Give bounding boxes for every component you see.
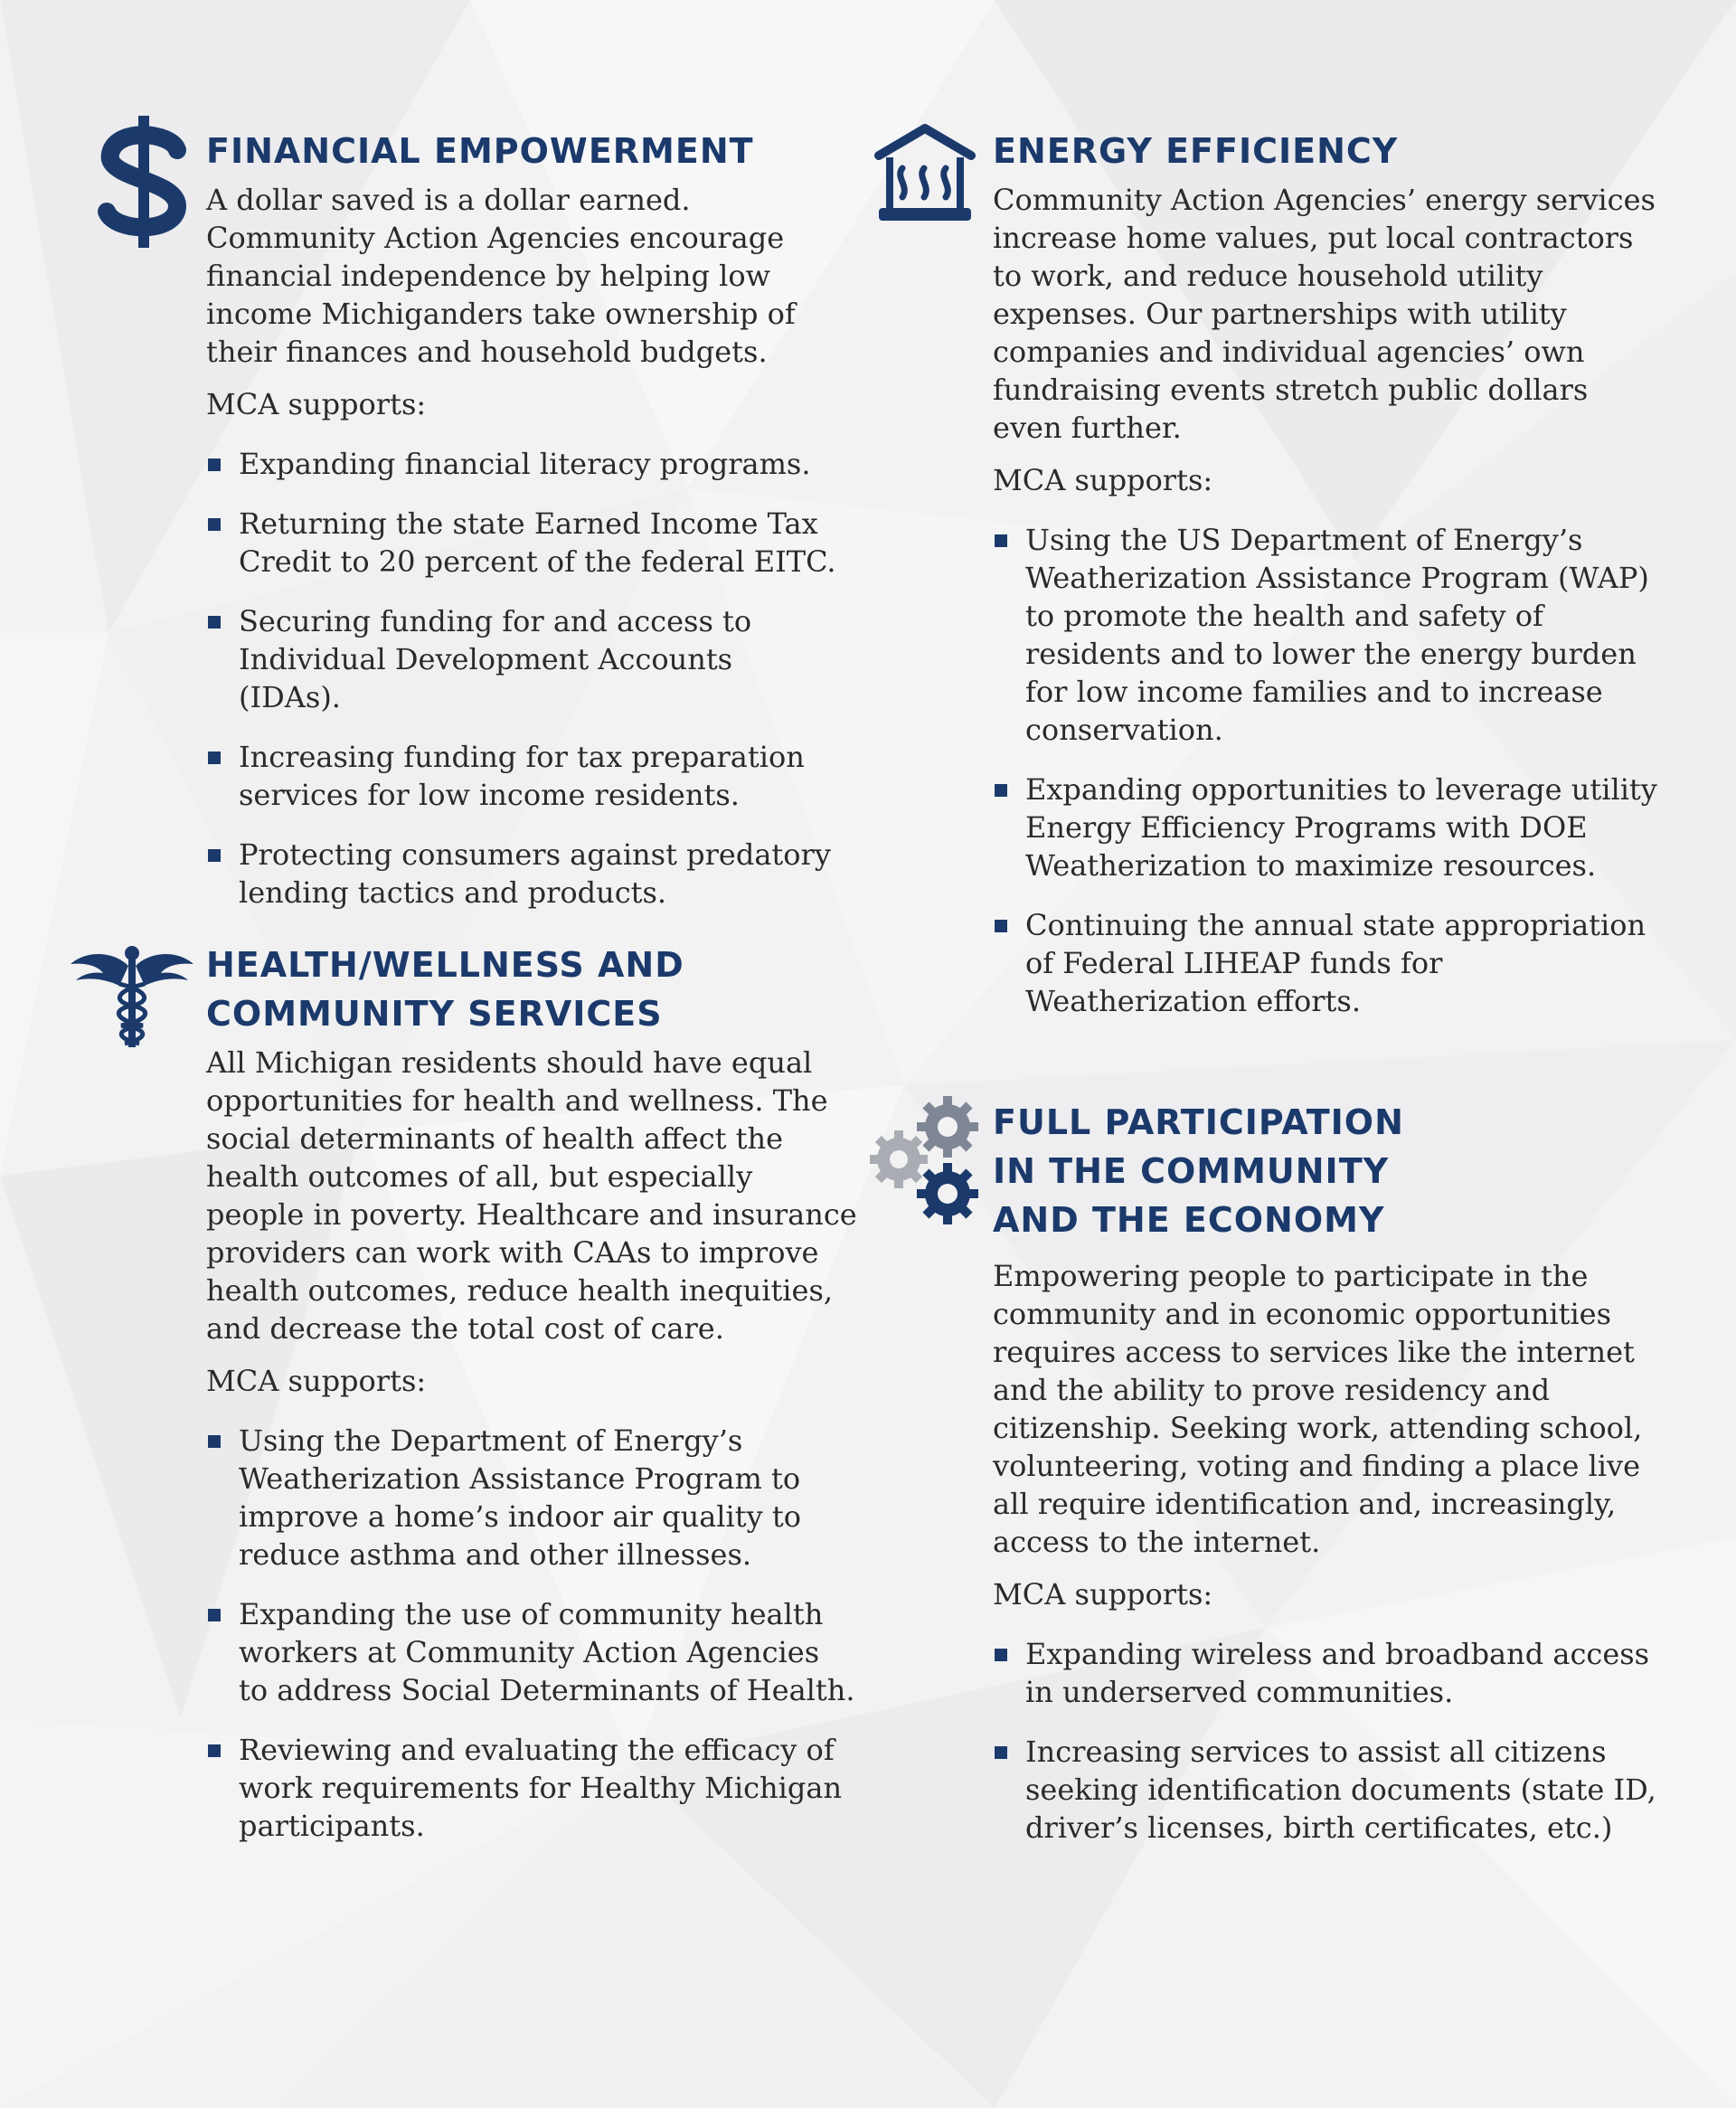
- list-item: Returning the state Earned Income Tax Credit to 20 percent of the federal EITC.: [206, 505, 839, 581]
- health-wellness-section: [206, 941, 857, 1845]
- section-body: All Michigan residents should have equal opportunities for health and wellness. The social determinants of health affect the health outcomes of all, but especially people in poverty. Healthcare and insurance providers can work with CAAs to improve health outcomes, reduce health inequities, and decrease the total cost of care.: [206, 1045, 857, 1346]
- dollar-icon: [94, 114, 193, 250]
- list-item: Using the US Department of Energy’s Weatherization Assistance Program (WAP) to promote the health and safety of residents and to lower the energy burden for low income families and to increase conservation.: [993, 521, 1662, 749]
- list-item: Reviewing and evaluating the efficacy of work requirements for Healthy Michigan participants.: [206, 1731, 857, 1845]
- section-body: A dollar saved is a dollar earned. Community Action Agencies encourage financial independence by helping low income Michiganders take ownership of their finances and household budgets.: [206, 183, 796, 369]
- section-body: Community Action Agencies’ energy services increase home values, put local contractors to work, and reduce household utility expenses. Our partnerships with utility companies and individual agencies’ own fundraising events stretch public dollars even further.: [993, 183, 1656, 445]
- list-item: Expanding opportunities to leverage utility Energy Efficiency Programs with DOE Weatherization to maximize resources.: [993, 770, 1662, 884]
- financial-empowerment-section: [206, 127, 839, 912]
- supports-list: [993, 521, 1662, 1020]
- list-item: Using the Department of Energy’s Weatherization Assistance Program to improve a home’s indoor air quality to reduce asthma and other illnesses.: [206, 1422, 857, 1574]
- heading-line: FULL PARTICIPATION: [993, 1102, 1404, 1142]
- section-heading: [993, 1098, 1662, 1244]
- list-item: Expanding wireless and broadband access in underserved communities.: [993, 1635, 1662, 1711]
- caduceus-icon: [69, 941, 195, 1049]
- section-body: Empowering people to participate in the community and in economic opportunities requires access to services like the internet and the ability to prove residency and citizenship. Seeking work, attending school, volunteering, voting and finding a place live all require identification and, increasingly, access to the internet.: [993, 1259, 1643, 1559]
- heading-line: AND THE ECONOMY: [993, 1200, 1385, 1240]
- full-participation-section: [993, 1098, 1662, 1847]
- supports-label: MCA supports:: [993, 463, 1213, 497]
- supports-label: MCA supports:: [206, 387, 427, 421]
- section-heading: FINANCIAL EMPOWERMENT: [206, 131, 754, 171]
- list-item: Protecting consumers against predatory lending tactics and products.: [206, 836, 839, 912]
- supports-label: MCA supports:: [993, 1577, 1213, 1612]
- list-item: Increasing funding for tax preparation services for low income residents.: [206, 738, 839, 814]
- supports-label: MCA supports:: [206, 1364, 427, 1398]
- list-item: Securing funding for and access to Individual Development Accounts (IDAs).: [206, 602, 839, 716]
- heading-line: HEALTH/WELLNESS AND: [206, 945, 684, 985]
- supports-list: [206, 445, 839, 912]
- supports-list: [993, 1635, 1662, 1847]
- energy-efficiency-section: [993, 127, 1662, 1020]
- heat-house-icon: [873, 123, 976, 228]
- list-item: Expanding the use of community health workers at Community Action Agencies to address Social Determinants of Health.: [206, 1595, 857, 1709]
- heading-line: IN THE COMMUNITY: [993, 1151, 1390, 1191]
- section-heading: ENERGY EFFICIENCY: [993, 131, 1399, 171]
- heading-line: COMMUNITY SERVICES: [206, 994, 663, 1034]
- supports-list: [206, 1422, 857, 1845]
- list-item: Expanding financial literacy programs.: [206, 445, 839, 483]
- list-item: Continuing the annual state appropriation of Federal LIHEAP funds for Weatherization efforts.: [993, 906, 1662, 1020]
- list-item: Increasing services to assist all citizens seeking identification documents (state ID, driver’s licenses, birth certificates, etc.): [993, 1733, 1662, 1847]
- gears-icon: [868, 1091, 986, 1226]
- section-heading: [206, 941, 857, 1038]
